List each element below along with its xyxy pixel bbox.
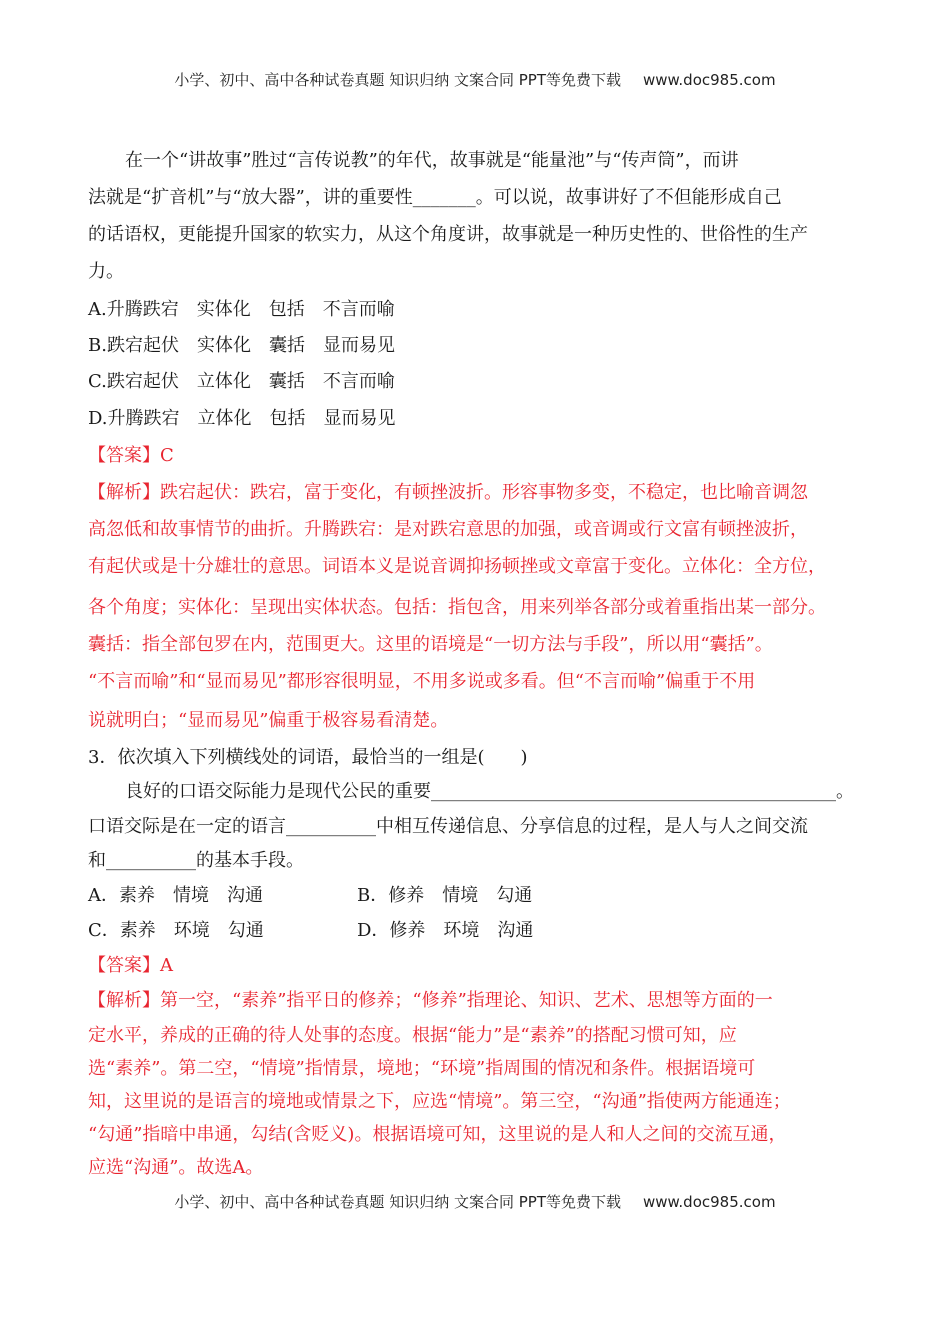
- option-d: D．修养 环境 沟通: [357, 920, 534, 941]
- analysis-line: 【解析】第一空，“素养”指平日的修养；“修养”指理论、知识、艺术、思想等方面的一: [88, 990, 773, 1011]
- option-a: A.升腾跌宕 实体化 包括 不言而喻: [88, 299, 395, 320]
- option-c: C．素养 环境 勾通: [88, 920, 264, 941]
- analysis-line: 囊括：指全部包罗在内，范围更大。这里的语境是“一切方法与手段”，所以用“囊括”。: [88, 634, 773, 655]
- analysis-line: 高忽低和故事情节的曲折。升腾跌宕：是对跌宕意思的加强，或音调或行文富有顿挫波折，: [88, 519, 808, 540]
- analysis-line: 【解析】跌宕起伏：跌宕，富于变化，有顿挫波折。形容事物多变，不稳定，也比喻音调忽: [88, 482, 808, 503]
- analysis-line: 应选“沟通”。故选A。: [88, 1157, 264, 1178]
- passage-line: 在一个“讲故事”胜过“言传说教”的年代，故事就是“能量池”与“传声筒”，而讲: [125, 150, 739, 171]
- passage-line: 力。: [88, 261, 124, 282]
- q3-passage-line: 和__________的基本手段。: [88, 850, 304, 871]
- passage-line: 法就是“扩音机”与“放大器”，讲的重要性_______。可以说，故事讲好了不但能形成自己: [88, 187, 782, 208]
- header-url[interactable]: www.doc985.com: [642, 71, 776, 89]
- option-b: B.跌宕起伏 实体化 囊括 显而易见: [88, 335, 395, 356]
- question-stem: 3．依次填入下列横线处的词语，最恰当的一组是( ): [88, 747, 528, 768]
- answer-label: 【答案】C: [88, 445, 174, 466]
- answer-label: 【答案】A: [88, 955, 173, 976]
- header-text: 小学、初中、高中各种试卷真题 知识归纳 文案合同 PPT等免费下载: [174, 71, 621, 89]
- option-b: B．修养 情境 勾通: [357, 885, 533, 906]
- q3-passage-line: 良好的口语交际能力是现代公民的重要_____________________________________________。: [125, 781, 854, 802]
- page-footer: [0, 1191, 950, 1212]
- analysis-line: 各个角度；实体化：呈现出实体状态。包括：指包含，用来列举各部分或着重指出某一部分。: [88, 597, 826, 618]
- analysis-line: “不言而喻”和“显而易见”都形容很明显，不用多说或多看。但“不言而喻”偏重于不用: [88, 671, 756, 692]
- q3-passage-line: 口语交际是在一定的语言__________中相互传递信息、分享信息的过程，是人与人之间交流: [88, 816, 808, 837]
- option-d: D.升腾跌宕 立体化 包括 显而易见: [88, 408, 396, 429]
- footer-url[interactable]: www.doc985.com: [642, 1193, 776, 1211]
- analysis-line: 有起伏或是十分雄壮的意思。词语本义是说音调抑扬顿挫或文章富于变化。立体化：全方位，: [88, 556, 826, 577]
- footer-text: 小学、初中、高中各种试卷真题 知识归纳 文案合同 PPT等免费下载: [174, 1193, 621, 1211]
- analysis-line: “勾通”指暗中串通，勾结(含贬义)。根据语境可知，这里说的是人和人之间的交流互通，: [88, 1124, 787, 1145]
- option-c: C.跌宕起伏 立体化 囊括 不言而喻: [88, 371, 395, 392]
- analysis-line: 说就明白；“显而易见”偏重于极容易看清楚。: [88, 710, 449, 731]
- page-header: [0, 69, 950, 90]
- option-a: A．素养 情境 沟通: [88, 885, 263, 906]
- analysis-line: 定水平，养成的正确的待人处事的态度。根据“能力”是“素养”的搭配习惯可知，应: [88, 1025, 737, 1046]
- passage-line: 的话语权，更能提升国家的软实力，从这个角度讲，故事就是一种历史性的、世俗性的生产: [88, 224, 808, 245]
- analysis-line: 选“素养”。第二空，“情境”指情景，境地；“环境”指周围的情况和条件。根据语境可: [88, 1058, 756, 1079]
- analysis-line: 知，这里说的是语言的境地或情景之下，应选“情境”。第三空，“沟通”指使两方能通连；: [88, 1091, 791, 1112]
